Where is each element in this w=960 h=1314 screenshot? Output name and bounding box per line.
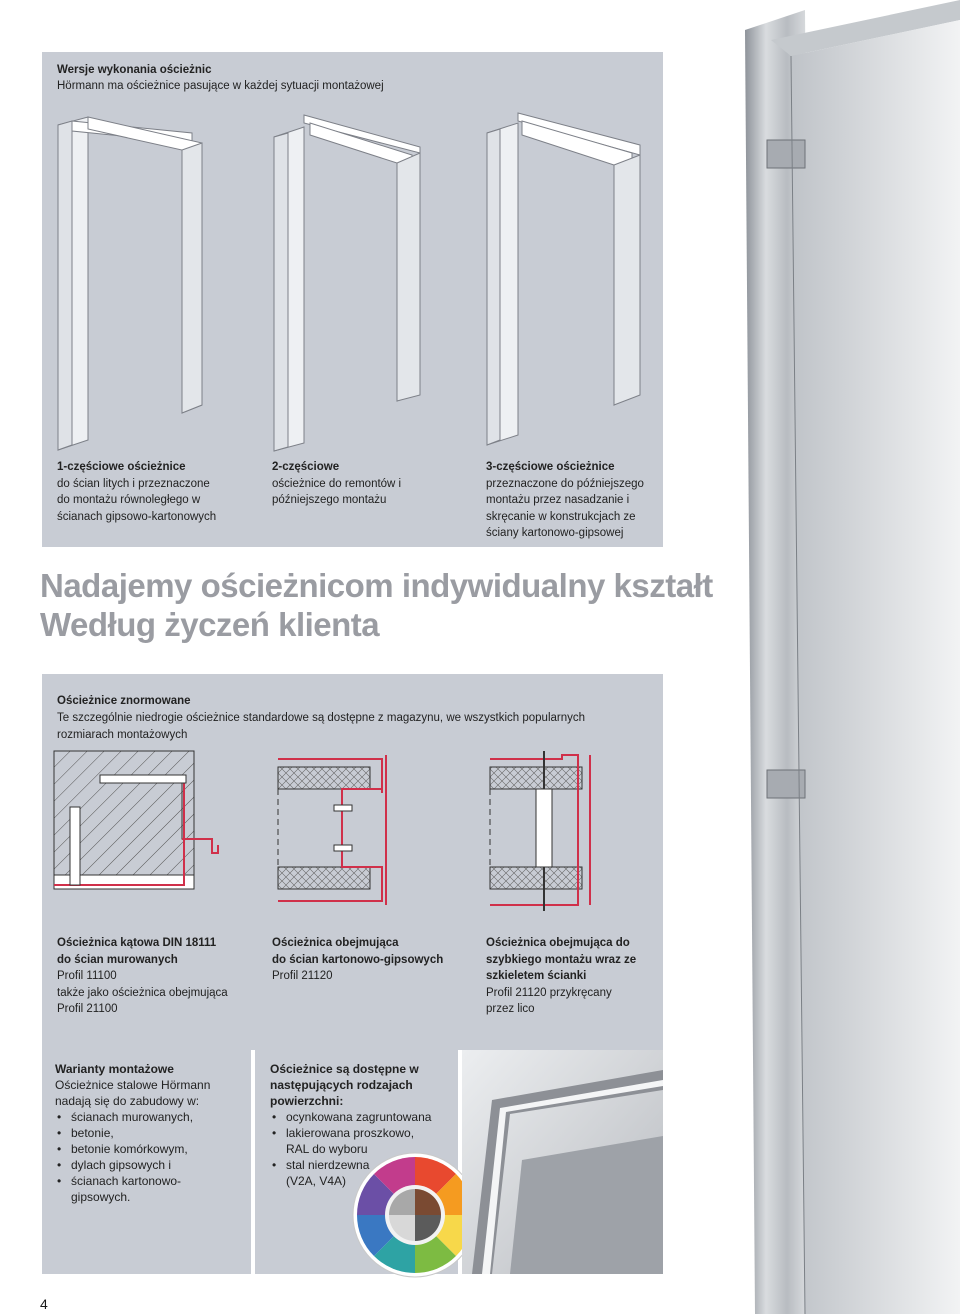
profile-3-title: szybkiego montażu wraz ze <box>486 953 637 966</box>
frame-corner-photo <box>462 1050 663 1274</box>
list-item: • ścianach kartonowo- <box>71 1173 245 1189</box>
profile-3-title: szkieletem ścianki <box>486 970 587 982</box>
mounting-last-line: gipsowych. <box>71 1190 131 1204</box>
variant-1-line: do ścian litych i przeznaczone <box>57 477 210 490</box>
frame-2-part-image <box>274 115 420 451</box>
list-item-text: lakierowana proszkowo, <box>286 1126 415 1140</box>
profiles-heading: Ościeżnice znormowane <box>57 695 191 707</box>
profile-drawings <box>42 745 663 925</box>
variant-1-line: ścianach gipsowo-kartonowych <box>57 510 217 523</box>
variant-1-title: 1-częściowe ościeżnice <box>57 461 186 473</box>
surfaces-heading: Ościeżnice są dostępne w <box>270 1062 419 1076</box>
door-frame-photo <box>735 0 960 1314</box>
mounting-list <box>55 1109 245 1189</box>
headline-line-1: Nadajemy ościeżnicom indywidualny kształt <box>40 567 713 604</box>
variant-3 <box>486 459 661 542</box>
profile-2-caption <box>272 935 477 985</box>
variant-3-line: montażu przez nasadzanie i <box>486 494 630 506</box>
list-item: • betonie komórkowym, <box>71 1141 245 1157</box>
surfaces-heading: powierzchni: <box>270 1094 344 1108</box>
mounting-content <box>55 1061 245 1205</box>
variant-1 <box>57 459 257 525</box>
list-item-text: stal nierdzewna <box>286 1158 370 1172</box>
frame-1-part-image <box>58 117 202 450</box>
door-frame-illustrations <box>42 95 663 455</box>
frame-3-part-image <box>487 113 640 445</box>
profile-1-title: do ścian murowanych <box>57 953 178 966</box>
profile-1-title: Ościeżnica kątowa DIN 18111 <box>57 937 217 949</box>
variant-2-line: ościeżnice do remontów i <box>272 477 402 490</box>
profile-3-line: przez lico <box>486 1003 535 1015</box>
profile-1-line: także jako ościeżnica obejmująca <box>57 986 228 999</box>
list-item: • ścianach murowanych, <box>71 1109 245 1125</box>
profile-3-title: Ościeżnica obejmująca do <box>486 937 630 949</box>
profile-2-title: Ościeżnica obejmująca <box>272 937 399 949</box>
surfaces-heading: następujących rodzajach <box>270 1078 413 1092</box>
variant-2-title: 2-częściowe <box>272 461 340 473</box>
profile-3-caption <box>486 935 661 1018</box>
list-item: • dylach gipsowych i <box>71 1157 245 1173</box>
headline-line-2: Według życzeń klienta <box>40 606 380 643</box>
list-item: • betonie, <box>71 1125 245 1141</box>
mounting-heading: Warianty montażowe <box>55 1062 174 1076</box>
profile-1-drawing <box>54 751 218 889</box>
variant-1-line: do montażu równoległego w <box>57 494 201 506</box>
profile-1-caption <box>57 935 262 1018</box>
list-item-text: ocynkowana zagruntowana <box>286 1110 432 1124</box>
variant-3-line: przeznaczone do późniejszego <box>486 477 644 490</box>
variants-heading: Wersje wykonania ościeżnic <box>57 64 212 76</box>
variants-intro: Hörmann ma ościeżnice pasujące w każdej sytuacji montażowej <box>57 80 384 92</box>
profile-2-title: do ścian kartonowo-gipsowych <box>272 953 444 966</box>
variant-3-line: ściany kartonowo-gipsowej <box>486 527 624 539</box>
variant-2 <box>272 459 472 509</box>
variant-2-line: późniejszego montażu <box>272 494 387 506</box>
color-wheel-image <box>350 1150 480 1280</box>
page-number: 4 <box>40 1296 48 1312</box>
profile-2-line: Profil 21120 <box>272 970 333 982</box>
profile-1-line: Profil 11100 <box>57 970 117 982</box>
list-item <box>286 1109 455 1125</box>
mounting-intro: Ościeżnice stalowe Hörmann <box>55 1078 211 1092</box>
variant-3-line: skręcanie w konstrukcjach ze <box>486 510 636 523</box>
list-item-text: RAL do wyboru <box>286 1142 368 1156</box>
variant-3-title: 3-częściowe ościeżnice <box>486 461 615 473</box>
profile-3-line: Profil 21120 przykręcany <box>486 986 612 999</box>
mounting-intro: nadają się do zabudowy w: <box>55 1094 200 1108</box>
profile-2-drawing <box>278 755 386 905</box>
list-item-text: (V2A, V4A) <box>286 1174 347 1188</box>
profiles-text-1: Te szczególnie niedrogie ościeżnice standardowe są dostępne z magazynu, we wszystkich popularnych <box>57 712 586 724</box>
profile-3-drawing <box>490 751 590 911</box>
profile-1-line: Profil 21100 <box>57 1003 118 1015</box>
profiles-text-2: rozmiarach montażowych <box>57 729 188 741</box>
